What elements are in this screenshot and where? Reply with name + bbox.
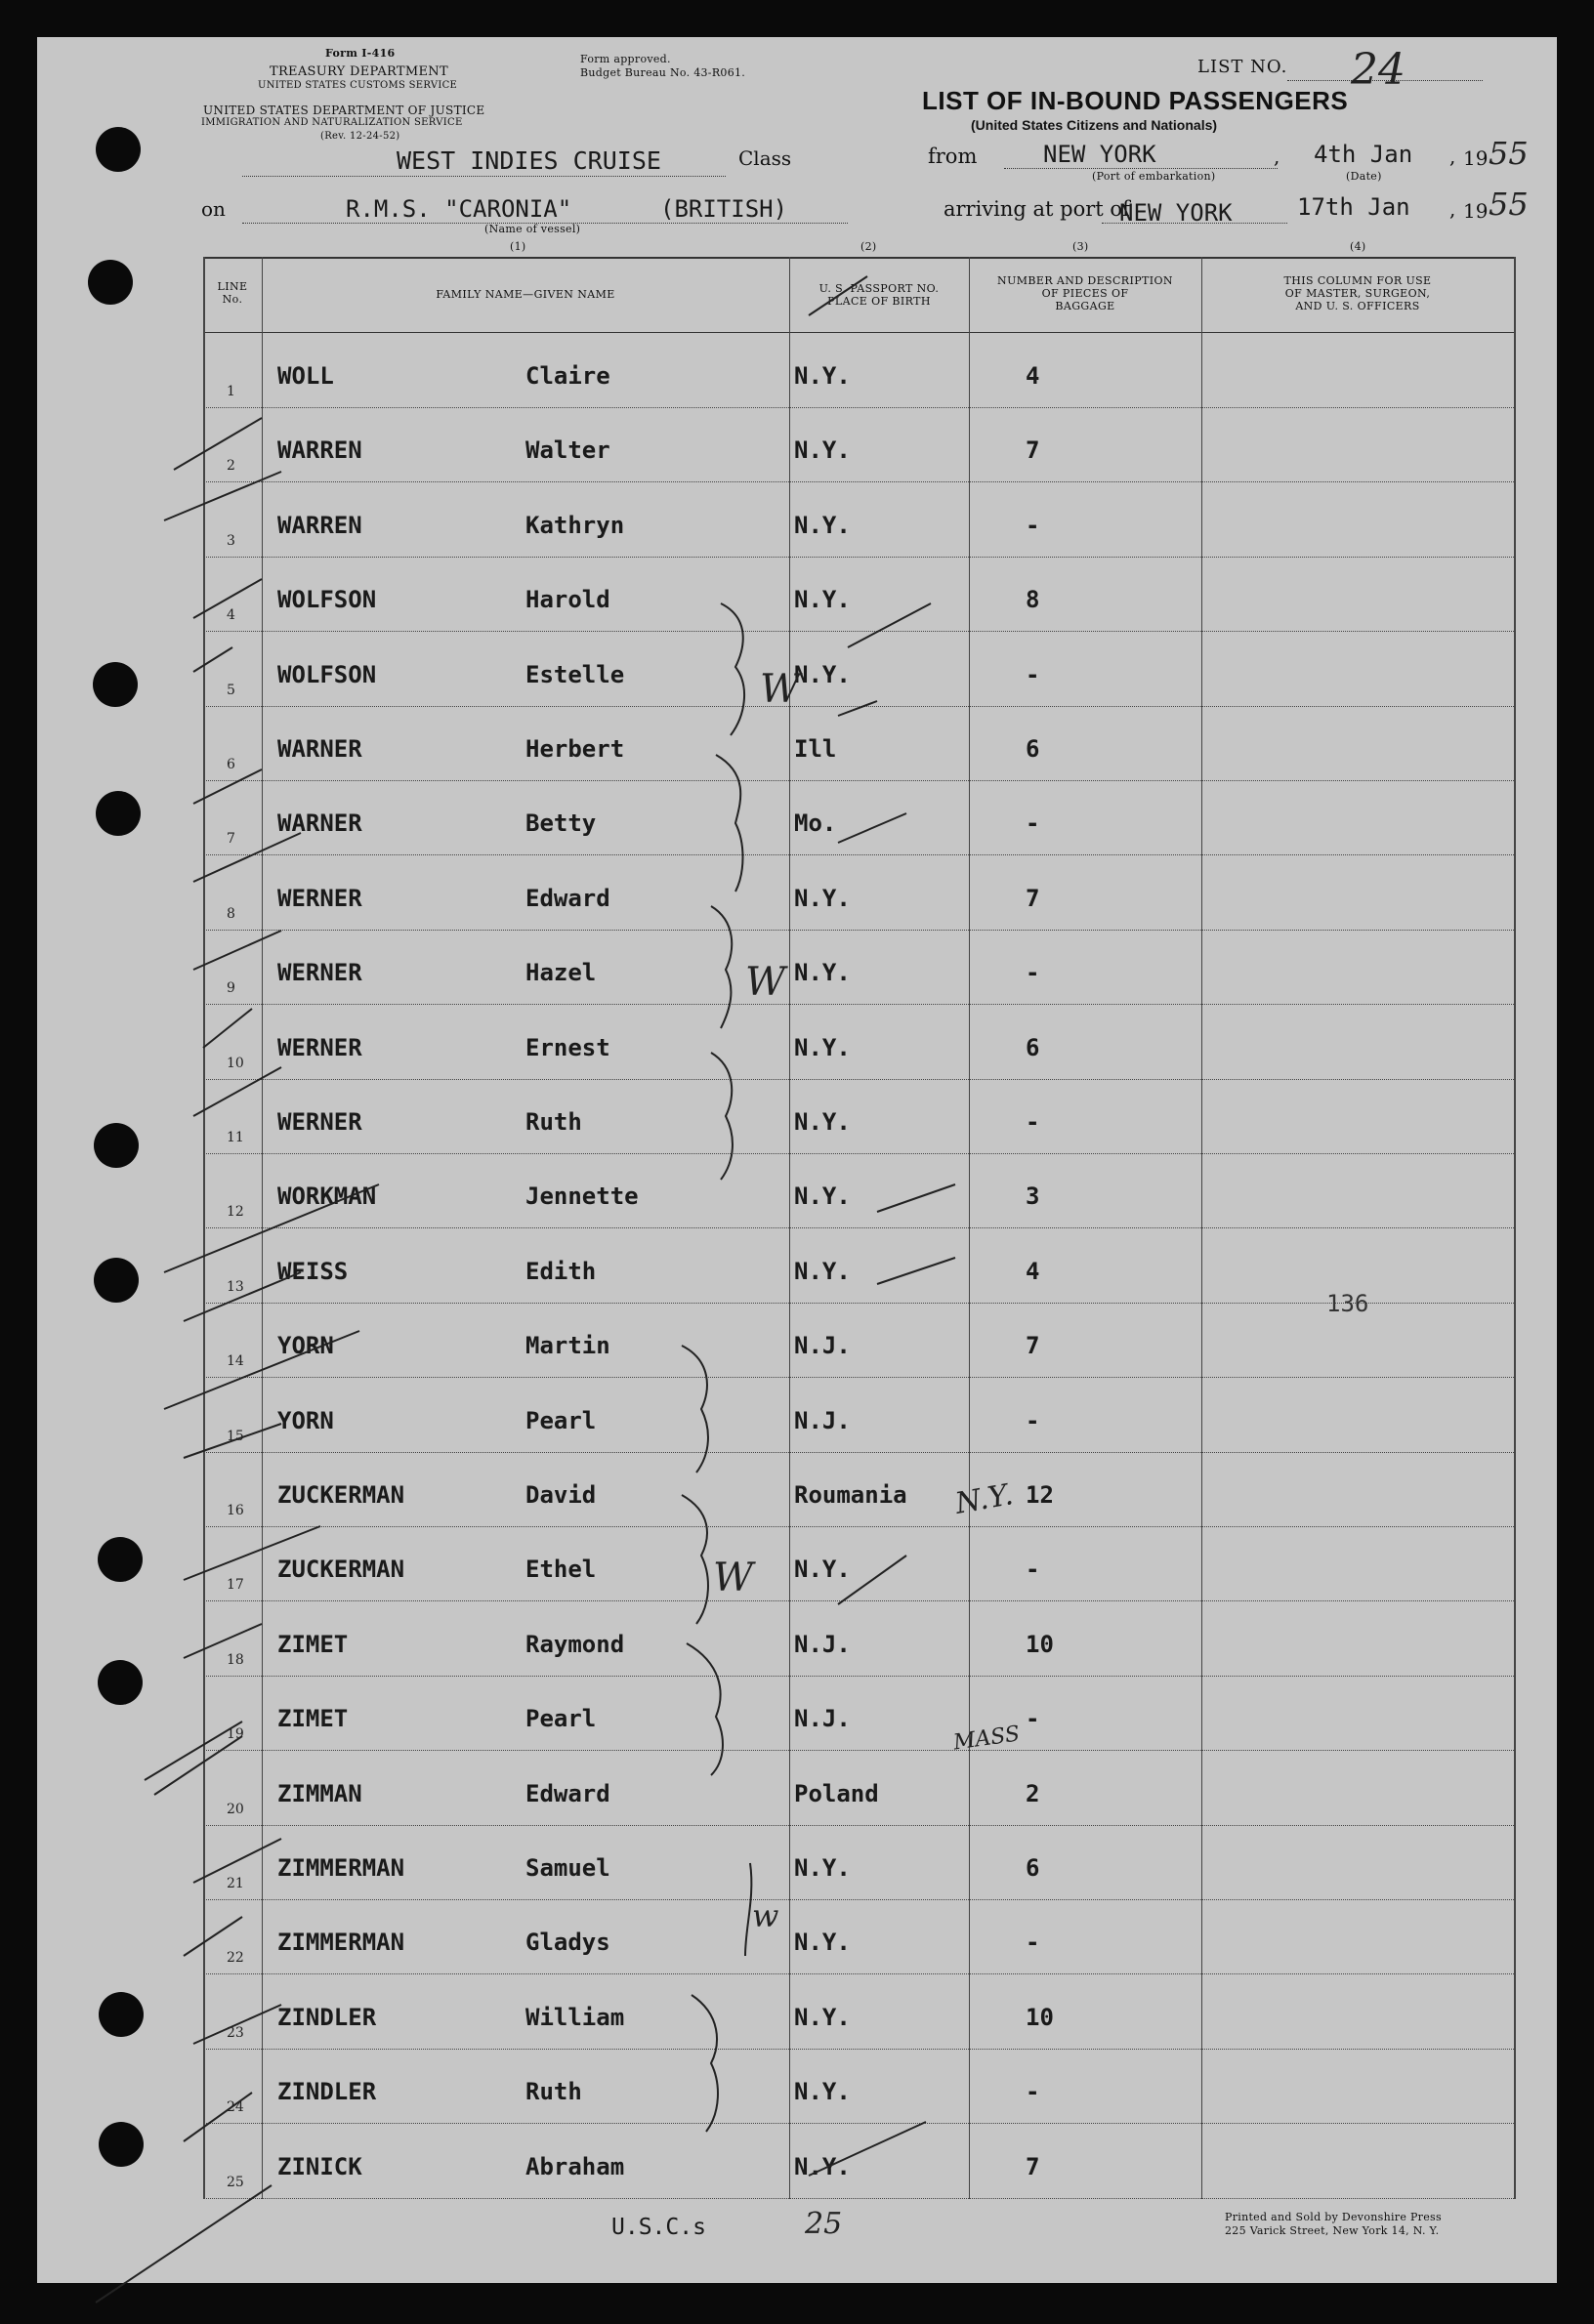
place-of-birth: N.Y. (794, 1929, 851, 1957)
punch-hole (98, 1537, 143, 1582)
baggage-count: 12 (1026, 1481, 1054, 1509)
place-of-birth: N.J. (794, 1630, 851, 1658)
line-number: 21 (227, 1876, 244, 1891)
place-of-birth: N.J. (794, 1332, 851, 1360)
arriving-label: arriving at port of (944, 197, 1130, 221)
family-name: YORN (277, 1406, 334, 1434)
family-name: ZIMMAN (277, 1779, 362, 1807)
baggage-count: - (1026, 1556, 1040, 1584)
given-name: Jennette (525, 1183, 639, 1211)
family-name: YORN (277, 1332, 334, 1360)
given-name: Claire (525, 362, 610, 390)
place-of-birth: N.Y. (794, 1033, 851, 1061)
bracket (682, 1346, 708, 1473)
passenger-count: 25 (805, 2207, 843, 2241)
departure-date: 4th Jan (1314, 141, 1413, 168)
punch-hole (88, 260, 133, 305)
given-name: Pearl (525, 1705, 597, 1733)
bracket (745, 1863, 751, 1956)
comma: , (1449, 197, 1456, 221)
comma: , (1449, 145, 1456, 168)
baggage-count: 8 (1026, 586, 1040, 614)
given-name: Estelle (525, 660, 625, 688)
port-underline (1004, 168, 1278, 169)
slash-mark (193, 769, 262, 804)
family-name: WERNER (277, 1108, 362, 1136)
slash-mark (145, 1722, 242, 1780)
family-name: WORKMAN (277, 1183, 377, 1211)
vessel-caption: (Name of vessel) (484, 223, 581, 235)
form-number: Form I-416 (325, 47, 396, 60)
line-number: 17 (227, 1577, 244, 1594)
header-officers-2: OF MASTER, SURGEON, (1284, 287, 1431, 300)
slash-mark (174, 418, 262, 470)
ins-line: IMMIGRATION AND NATURALIZATION SERVICE (201, 117, 463, 128)
line-number: 4 (227, 607, 235, 624)
check-mark (838, 701, 877, 716)
line-number: 13 (227, 1278, 244, 1295)
line-number: 23 (227, 2024, 244, 2041)
col-2-caption: (2) (860, 240, 877, 253)
family-name: WERNER (277, 959, 362, 987)
place-of-birth: N.Y. (794, 660, 851, 688)
given-name: Walter (525, 436, 610, 465)
family-name: WOLFSON (277, 586, 377, 614)
slash-mark (193, 1067, 281, 1116)
header-passport-2: PLACE OF BIRTH (827, 295, 931, 308)
slash-mark (184, 1917, 242, 1956)
family-name: WARNER (277, 735, 362, 763)
header-passport-1: U. S. PASSPORT NO. (818, 282, 940, 295)
bracket (692, 1995, 718, 2132)
justice-line: UNITED STATES DEPARTMENT OF JUSTICE (203, 104, 485, 117)
slash-mark (193, 579, 262, 618)
punch-hole (99, 2122, 144, 2167)
given-name: William (525, 2003, 625, 2031)
given-name: Hazel (525, 959, 597, 987)
baggage-count: 7 (1026, 2152, 1040, 2180)
given-name: Samuel (525, 1854, 610, 1882)
vessel-name: R.M.S. "CARONIA" (346, 195, 572, 223)
slash-mark (164, 1184, 379, 1272)
line-number: 3 (227, 532, 235, 549)
baggage-count: - (1026, 809, 1040, 838)
family-name: ZIMMERMAN (277, 1929, 405, 1957)
given-name: Kathryn (525, 511, 625, 539)
place-of-birth: N.Y. (794, 511, 851, 539)
check-mark (838, 813, 906, 843)
given-name: Edward (525, 884, 610, 912)
line-number: 15 (227, 1428, 244, 1444)
uscs-label: U.S.C.s (611, 2215, 706, 2240)
arrival-port: NEW YORK (1119, 199, 1233, 227)
bracket (687, 1643, 723, 1775)
place-of-birth: N.J. (794, 1406, 851, 1434)
page-title: LIST OF IN-BOUND PASSENGERS (922, 86, 1349, 115)
from-label: from (928, 145, 978, 168)
slash-mark (203, 1009, 252, 1048)
place-of-birth: N.Y. (794, 884, 851, 912)
baggage-count: 3 (1026, 1183, 1040, 1211)
w-mark: W (713, 1556, 754, 1600)
family-name: WERNER (277, 1033, 362, 1061)
line-number: 12 (227, 1204, 244, 1221)
header-name: FAMILY NAME—GIVEN NAME (436, 288, 615, 301)
officer-number: 136 (1326, 1290, 1369, 1317)
slash-mark (184, 2093, 252, 2141)
embarkation-port: NEW YORK (1043, 141, 1156, 168)
printer-line-1: Printed and Sold by Devonshire Press (1225, 2211, 1442, 2223)
check-mark (809, 2122, 926, 2176)
family-name: WOLL (277, 362, 334, 390)
line-number: 20 (227, 1801, 244, 1817)
baggage-count: - (1026, 660, 1040, 688)
baggage-count: 4 (1026, 362, 1040, 390)
col-4-caption: (4) (1350, 240, 1366, 253)
w-mark: W (760, 667, 801, 712)
place-of-birth: N.Y. (794, 1257, 851, 1285)
budget-line: Budget Bureau No. 43-R061. (580, 66, 746, 79)
on-label: on (201, 197, 226, 221)
arrival-port-underline (1102, 223, 1287, 224)
line-number: 5 (227, 682, 235, 698)
line-number: 19 (227, 1726, 244, 1743)
rev-line: (Rev. 12-24-52) (320, 131, 400, 142)
page-subtitle: (United States Citizens and Nationals) (971, 117, 1218, 133)
bracket (721, 603, 744, 735)
line-number: 1 (227, 384, 235, 399)
list-no-label: LIST NO. (1197, 57, 1288, 77)
given-name: Herbert (525, 735, 625, 763)
given-name: Martin (525, 1332, 610, 1360)
bracket (682, 1495, 708, 1624)
line-number: 9 (227, 980, 235, 997)
baggage-count: 6 (1026, 1854, 1040, 1882)
check-mark (809, 276, 867, 315)
slash-mark (184, 1424, 281, 1458)
place-of-birth: Mo. (794, 809, 837, 838)
approved-line: Form approved. (580, 53, 671, 65)
family-name: ZIMET (277, 1630, 349, 1658)
family-name: ZUCKERMAN (277, 1556, 405, 1584)
family-name: ZINICK (277, 2152, 362, 2180)
line-number: 8 (227, 905, 235, 922)
header-officers-1: THIS COLUMN FOR USE (1283, 274, 1432, 287)
cruise-underline (242, 176, 726, 177)
baggage-count: 7 (1026, 1332, 1040, 1360)
punch-hole (98, 1660, 143, 1705)
given-name: Ethel (525, 1556, 597, 1584)
w-mark: W (745, 960, 786, 1005)
family-name: ZINDLER (277, 2003, 377, 2031)
baggage-count: - (1026, 1705, 1040, 1733)
col-1-caption: (1) (510, 240, 526, 253)
place-of-birth: N.J. (794, 1705, 851, 1733)
check-mark (877, 1258, 955, 1284)
family-name: WOLFSON (277, 660, 377, 688)
line-number: 10 (227, 1055, 244, 1071)
given-name: Abraham (525, 2152, 625, 2180)
place-of-birth: N.Y. (794, 586, 851, 614)
slash-mark (164, 1331, 359, 1409)
baggage-count: 7 (1026, 436, 1040, 465)
header-baggage-1: NUMBER AND DESCRIPTION (997, 274, 1173, 287)
slash-mark (193, 1839, 281, 1883)
place-of-birth: N.Y. (794, 436, 851, 465)
baggage-count: 10 (1026, 2003, 1054, 2031)
baggage-count: - (1026, 959, 1040, 987)
check-mark (877, 1184, 955, 1212)
manifest-page (37, 37, 1557, 2283)
slash-mark (184, 1272, 301, 1321)
given-name: David (525, 1481, 597, 1509)
birthplace-correction: N.Y. (952, 1477, 1016, 1521)
baggage-count: - (1026, 2078, 1040, 2106)
bracket (711, 906, 732, 1028)
baggage-count: - (1026, 511, 1040, 539)
slash-mark (164, 472, 281, 520)
slash-mark (193, 833, 301, 882)
arr-year-suffix: 55 (1489, 186, 1529, 223)
header-line-no-2: No. (222, 293, 243, 306)
line-number: 7 (227, 831, 235, 848)
punch-hole (93, 662, 138, 707)
check-mark (848, 603, 931, 647)
family-name: ZUCKERMAN (277, 1481, 405, 1509)
given-name: Pearl (525, 1406, 597, 1434)
family-name: WERNER (277, 884, 362, 912)
place-of-birth: N.Y. (794, 1854, 851, 1882)
punch-hole (96, 791, 141, 836)
given-name: Ernest (525, 1033, 610, 1061)
baggage-count: 6 (1026, 735, 1040, 763)
line-number: 16 (227, 1503, 244, 1518)
treasury-line: TREASURY DEPARTMENT (270, 64, 448, 79)
header-officers-3: AND U. S. OFFICERS (1295, 300, 1420, 312)
place-of-birth: N.Y. (794, 1183, 851, 1211)
given-name: Edith (525, 1257, 597, 1285)
family-name: WEISS (277, 1257, 349, 1285)
given-name: Edward (525, 1779, 610, 1807)
place-of-birth: N.Y. (794, 2003, 851, 2031)
place-of-birth: N.Y. (794, 2152, 851, 2180)
place-of-birth: N.Y. (794, 959, 851, 987)
passenger-table (203, 257, 1516, 2199)
baggage-count: 2 (1026, 1779, 1040, 1807)
given-name: Ruth (525, 2078, 582, 2106)
given-name: Gladys (525, 1929, 610, 1957)
col-3-caption: (3) (1072, 240, 1089, 253)
place-of-birth: N.Y. (794, 1108, 851, 1136)
list-no-value: 24 (1351, 45, 1405, 95)
birthplace-correction: MASS (951, 1722, 1022, 1756)
handwritten-marks (203, 257, 1516, 2199)
line-number: 22 (227, 1950, 244, 1967)
line-number: 14 (227, 1353, 244, 1370)
punch-hole (99, 1992, 144, 2037)
cruise-name: WEST INDIES CRUISE (397, 146, 661, 175)
w-mark: w (752, 1897, 779, 1934)
line-number: 24 (227, 2099, 244, 2116)
given-name: Raymond (525, 1630, 625, 1658)
line-number: 6 (227, 757, 235, 772)
family-name: ZINDLER (277, 2078, 377, 2106)
comma: , (1274, 145, 1280, 168)
punch-hole (94, 1258, 139, 1303)
bracket (716, 755, 743, 892)
line-number: 18 (227, 1651, 244, 1668)
slash-mark (193, 2005, 281, 2044)
place-of-birth: N.Y. (794, 2078, 851, 2106)
line-number: 2 (227, 458, 235, 475)
place-of-birth: Poland (794, 1779, 879, 1807)
family-name: WARNER (277, 809, 362, 838)
place-of-birth: N.Y. (794, 1556, 851, 1584)
baggage-count: 7 (1026, 884, 1040, 912)
baggage-count: - (1026, 1406, 1040, 1434)
baggage-count: - (1026, 1929, 1040, 1957)
dep-year-suffix: 55 (1489, 135, 1529, 172)
given-name: Ruth (525, 1108, 582, 1136)
arr-year-prefix: 19 (1463, 199, 1489, 223)
family-name: ZIMMERMAN (277, 1854, 405, 1882)
family-name: WARREN (277, 436, 362, 465)
vessel-flag: (BRITISH) (660, 195, 788, 223)
slash-mark (193, 647, 232, 672)
line-number: 11 (227, 1130, 244, 1145)
bracket (711, 1053, 733, 1180)
header-baggage-2: OF PIECES OF (1041, 287, 1129, 300)
baggage-count: - (1026, 1108, 1040, 1136)
baggage-count: 10 (1026, 1630, 1054, 1658)
printer-line-2: 225 Varick Street, New York 14, N. Y. (1225, 2224, 1440, 2237)
family-name: WARREN (277, 511, 362, 539)
family-name: ZIMET (277, 1705, 349, 1733)
slash-mark (193, 931, 281, 970)
check-mark (838, 1556, 906, 1604)
baggage-count: 4 (1026, 1257, 1040, 1285)
punch-hole (94, 1123, 139, 1168)
dep-year-prefix: 19 (1463, 146, 1489, 170)
customs-line: UNITED STATES CUSTOMS SERVICE (258, 80, 458, 91)
class-label: Class (738, 146, 792, 170)
place-of-birth: Roumania (794, 1481, 907, 1509)
baggage-count: 6 (1026, 1033, 1040, 1061)
given-name: Harold (525, 586, 610, 614)
punch-hole (96, 127, 141, 172)
slash-mark (184, 1526, 320, 1580)
line-number: 25 (227, 2174, 244, 2190)
header-line-no-1: LINE (217, 280, 248, 293)
given-name: Betty (525, 809, 597, 838)
place-of-birth: N.Y. (794, 362, 851, 390)
date-caption: (Date) (1346, 170, 1382, 183)
place-of-birth: Ill (794, 735, 837, 763)
slash-mark (184, 1624, 262, 1658)
port-caption: (Port of embarkation) (1092, 170, 1216, 183)
header-baggage-3: BAGGAGE (1055, 300, 1115, 312)
slash-mark (96, 2185, 272, 2303)
arrival-date: 17th Jan (1297, 193, 1410, 221)
